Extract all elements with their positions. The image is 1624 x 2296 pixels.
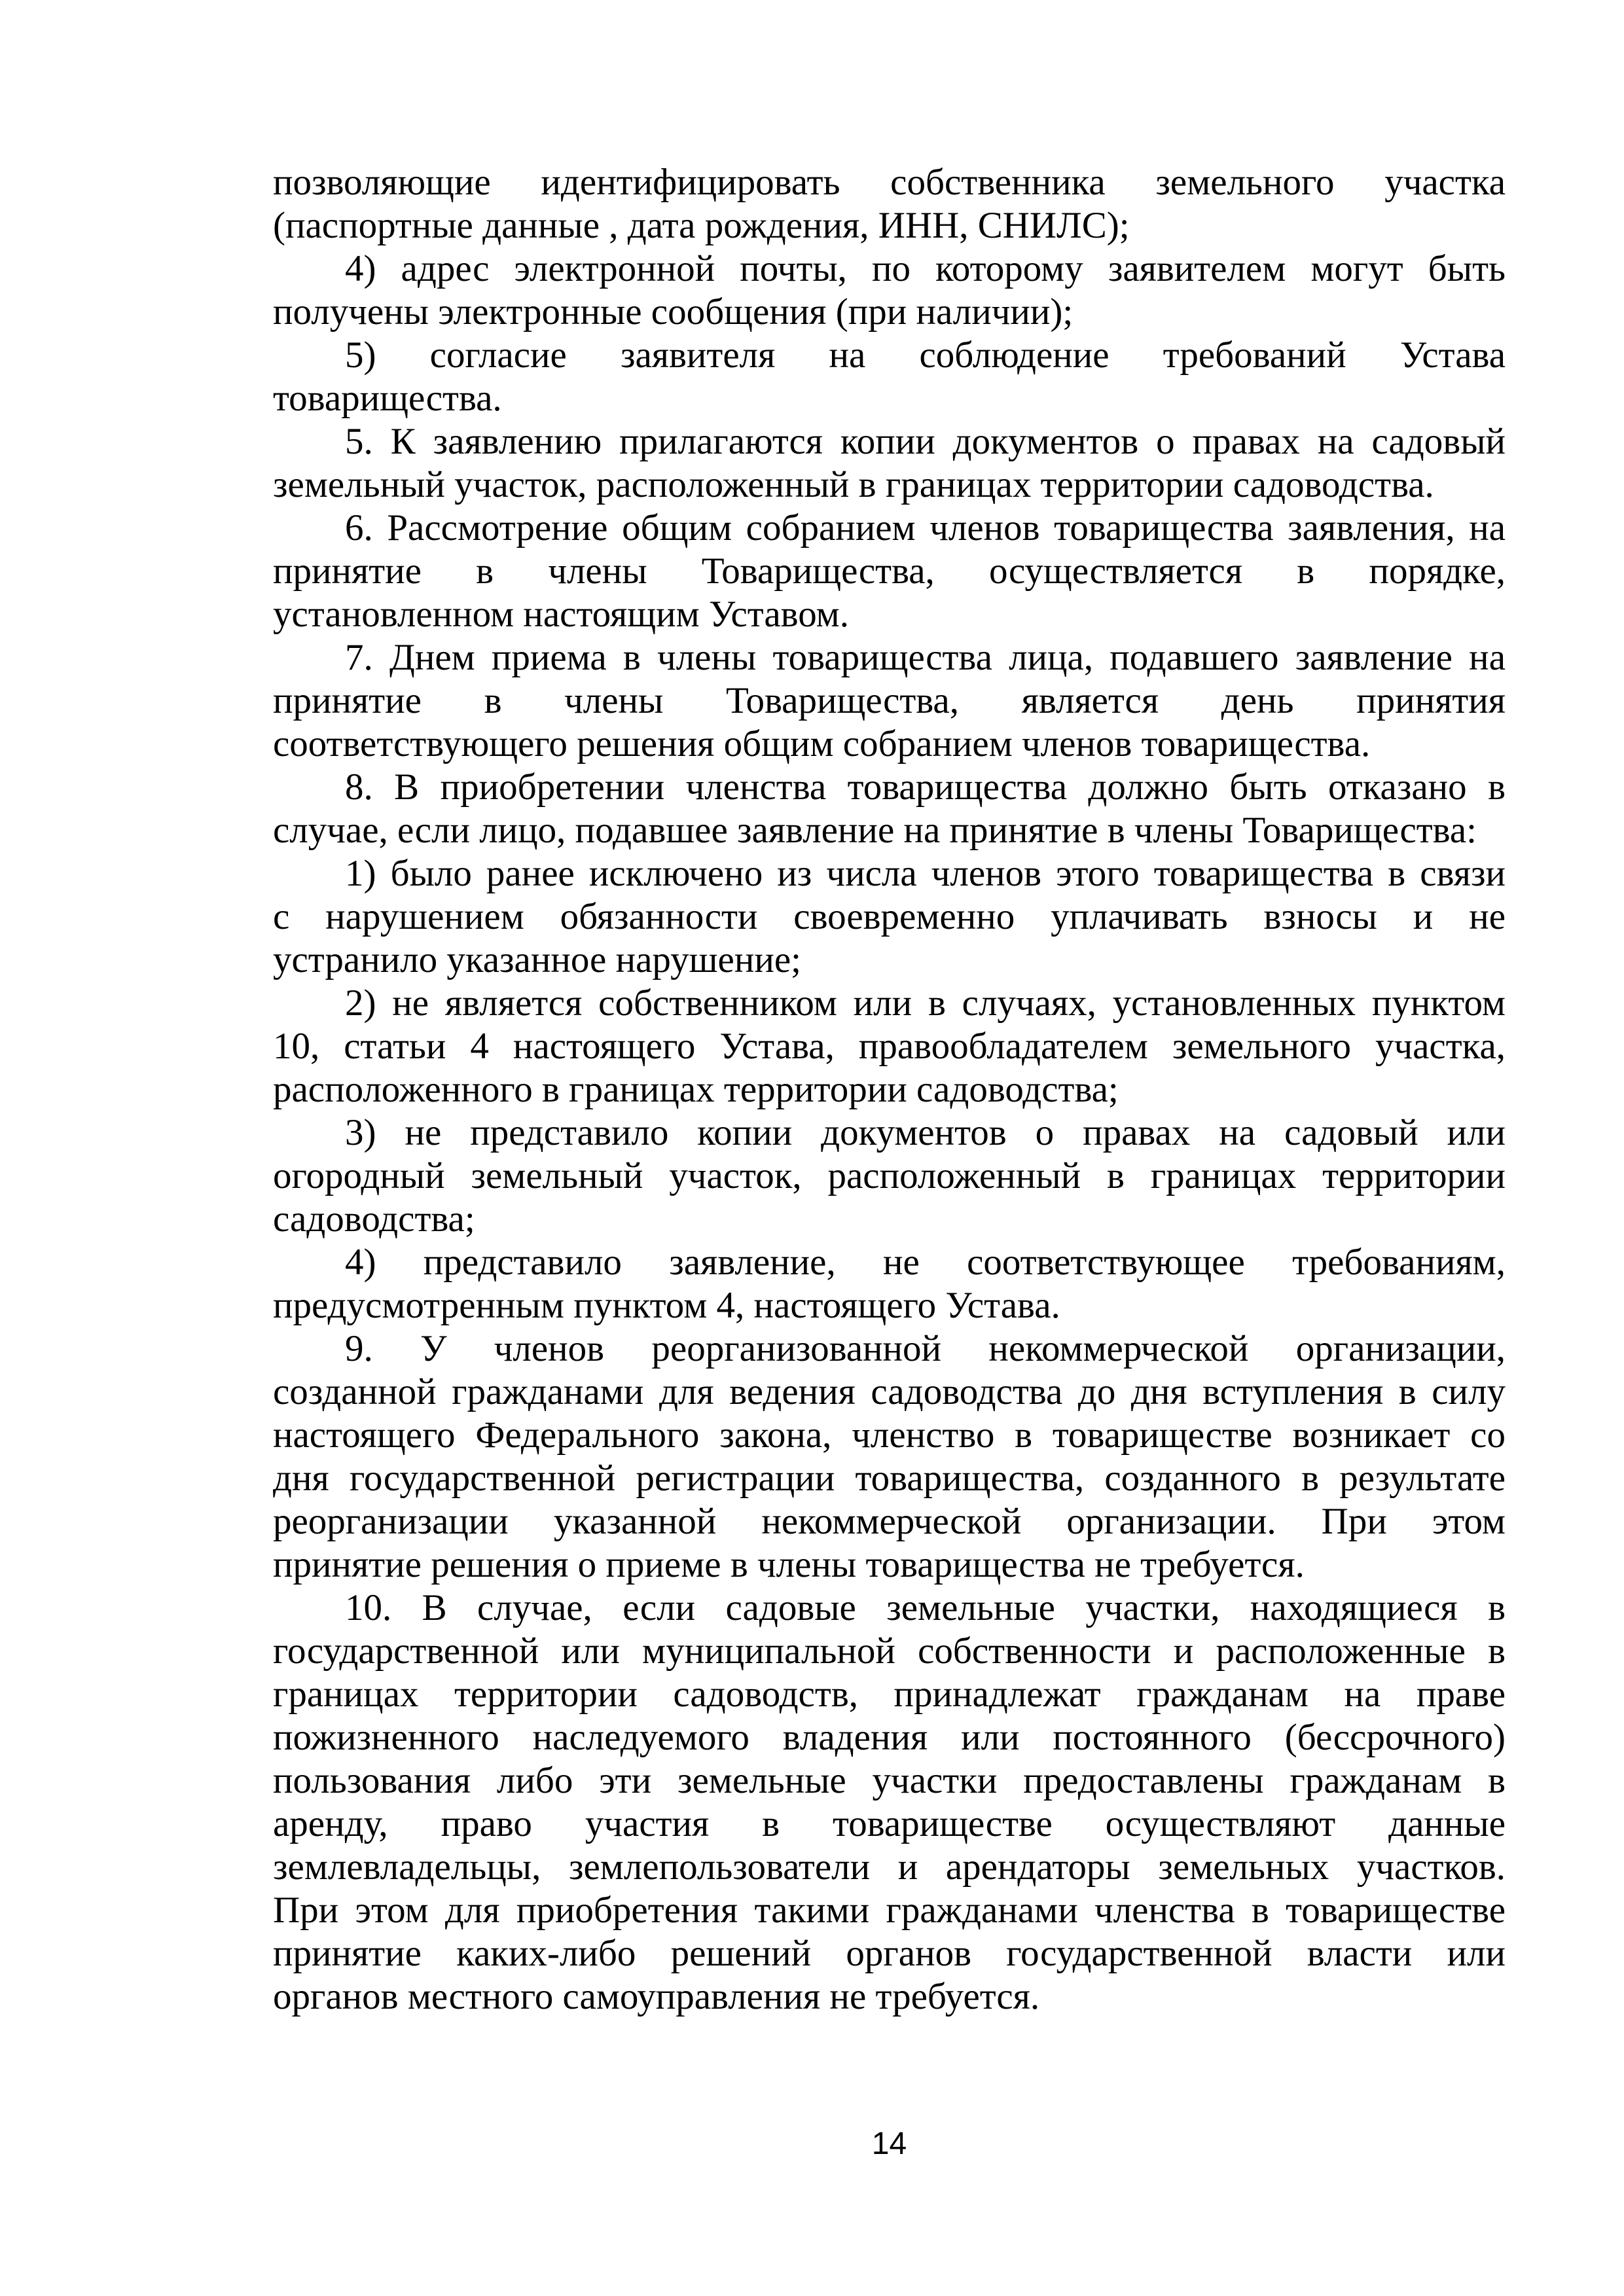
text-line: 10. В случае, если садовые земельные участки, находящиеся в bbox=[345, 1587, 1506, 1628]
text-line: При этом для приобретения такими гражданами членства в товариществе bbox=[273, 1890, 1506, 1931]
text-line: пользования либо эти земельные участки предоставлены гражданам в bbox=[273, 1760, 1506, 1801]
text-line: садоводства; bbox=[273, 1198, 475, 1240]
paragraph-4 bbox=[273, 420, 1506, 507]
paragraph-6 bbox=[273, 636, 1506, 766]
text-block bbox=[273, 161, 1506, 2018]
text-line: принятие в члены Товарищества, осуществляется в порядке, bbox=[273, 550, 1506, 592]
text-line: 5) согласие заявителя на соблюдение требований Устава bbox=[345, 334, 1506, 376]
text-line: 2) не является собственником или в случаях, установленных пунктом bbox=[345, 982, 1506, 1024]
text-line: с нарушением обязанности своевременно уплачивать взносы и не bbox=[273, 896, 1506, 937]
text-line: настоящего Федерального закона, членство в товариществе возникает со bbox=[273, 1414, 1506, 1456]
text-line: принятие решения о приеме в члены товарищества не требуется. bbox=[273, 1544, 1305, 1585]
text-line: соответствующего решения общим собранием членов товарищества. bbox=[273, 723, 1371, 764]
text-line: реорганизации указанной некоммерческой организации. При этом bbox=[273, 1501, 1506, 1542]
text-line: 10, статьи 4 настоящего Устава, правообладателем земельного участка, bbox=[273, 1026, 1506, 1067]
text-line: случае, если лицо, подавшее заявление на принятие в члены Товарищества: bbox=[273, 810, 1477, 851]
paragraph-5 bbox=[273, 507, 1506, 636]
text-line: принятие в члены Товарищества, является день принятия bbox=[273, 680, 1506, 721]
text-line: 4) адрес электронной почты, по которому заявителем могут быть bbox=[345, 248, 1506, 289]
paragraph-13 bbox=[273, 1587, 1506, 2018]
text-line: землевладельцы, землепользователи и арендаторы земельных участков. bbox=[273, 1846, 1506, 1888]
paragraph-11 bbox=[273, 1241, 1506, 1327]
text-line: установленном настоящим Уставом. bbox=[273, 594, 849, 635]
text-line: 4) представило заявление, не соответствующее требованиям, bbox=[345, 1242, 1506, 1283]
text-line: 6. Рассмотрение общим собранием членов товарищества заявления, на bbox=[345, 507, 1506, 548]
paragraph-1 bbox=[273, 161, 1506, 247]
text-line: границах территории садоводств, принадлежат гражданам на праве bbox=[273, 1674, 1506, 1715]
text-line: 8. В приобретении членства товарищества должно быть отказано в bbox=[345, 766, 1506, 808]
text-line: дня государственной регистрации товарищества, созданного в результате bbox=[273, 1458, 1506, 1499]
text-line: позволяющие идентифицировать собственника земельного участка bbox=[273, 162, 1506, 203]
text-line: 3) не представило копии документов о правах на садовый или bbox=[345, 1112, 1506, 1153]
paragraph-3 bbox=[273, 334, 1506, 420]
paragraph-2 bbox=[273, 247, 1506, 334]
text-line: пожизненного наследуемого владения или постоянного (бессрочного) bbox=[273, 1717, 1506, 1758]
page-number: 14 bbox=[871, 2126, 907, 2161]
text-line: 1) было ранее исключено из числа членов этого товарищества в связи bbox=[345, 853, 1506, 894]
text-line: 7. Днем приема в члены товарищества лица, подавшего заявление на bbox=[345, 637, 1506, 678]
paragraph-9 bbox=[273, 982, 1506, 1111]
text-line: государственной или муниципальной собственности и расположенные в bbox=[273, 1630, 1506, 1672]
text-line: земельный участок, расположенный в границах территории садоводства. bbox=[273, 464, 1434, 505]
text-line: аренду, право участия в товариществе осуществляют данные bbox=[273, 1803, 1506, 1844]
text-line: органов местного самоуправления не требуется. bbox=[273, 1976, 1040, 2017]
text-line: расположенного в границах территории садоводства; bbox=[273, 1069, 1119, 1110]
page-footer bbox=[273, 2126, 1506, 2162]
text-line: (паспортные данные , дата рождения, ИНН, СНИЛС); bbox=[273, 205, 1130, 246]
text-line: 5. К заявлению прилагаются копии документов о правах на садовый bbox=[345, 421, 1506, 462]
paragraph-7 bbox=[273, 766, 1506, 852]
text-line: принятие каких-либо решений органов государственной власти или bbox=[273, 1933, 1506, 1974]
text-line: товарищества. bbox=[273, 378, 502, 419]
text-line: 9. У членов реорганизованной некоммерческой организации, bbox=[345, 1328, 1506, 1369]
text-line: предусмотренным пунктом 4, настоящего Устава. bbox=[273, 1285, 1060, 1326]
paragraph-8 bbox=[273, 852, 1506, 982]
text-line: получены электронные сообщения (при наличии); bbox=[273, 291, 1074, 332]
text-line: устранило указанное нарушение; bbox=[273, 939, 801, 980]
paragraph-12 bbox=[273, 1327, 1506, 1587]
paragraph-10 bbox=[273, 1111, 1506, 1241]
text-line: огородный земельный участок, расположенный в границах территории bbox=[273, 1155, 1506, 1196]
text-line: созданной гражданами для ведения садоводства до дня вступления в силу bbox=[273, 1371, 1506, 1412]
